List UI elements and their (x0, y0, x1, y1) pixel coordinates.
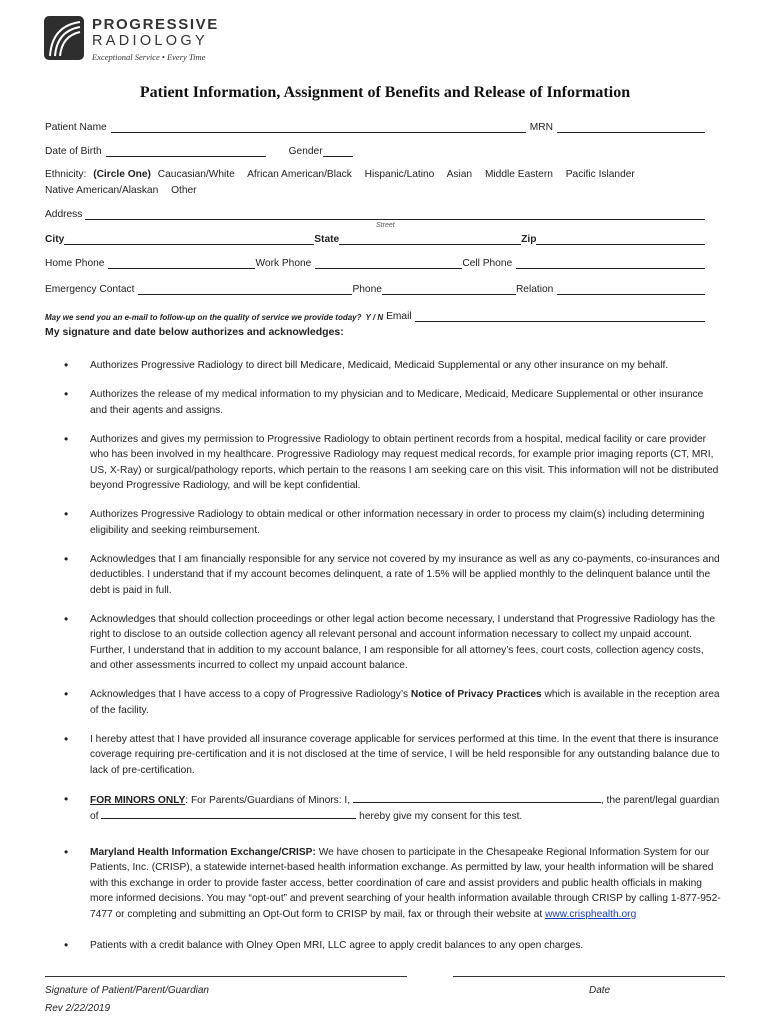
ethnicity-option[interactable]: African American/Black (247, 169, 352, 180)
ethnicity-option[interactable]: Caucasian/White (157, 169, 235, 180)
bullet-text: hereby give my consent for this test. (356, 811, 523, 822)
street-caption: Street (376, 222, 395, 229)
list-item (60, 432, 722, 494)
patient-name-field[interactable] (111, 121, 526, 133)
bullet-text: : For Parents/Guardians of Minors: I, (185, 794, 353, 806)
ethnicity-label: Ethnicity: (45, 169, 87, 180)
bullet-text: Acknowledges that I am financially responsible for any service not covered by my insurance as well as any co-payments, co-insurances and deductibles. I understand that if my account becomes delinquent, a rate of 1.5% will be applied monthly to the delinquent balance until the debt is paid in full. (90, 553, 720, 596)
relation-field[interactable] (557, 283, 705, 295)
bullet-text: We have chosen to participate in the Chesapeake Regional Information System for our Patients, Inc. (CRISP), a statewide internet-based health information exchange. As permitted by law, your health information will be shared with this exchange in order to provide faster access, better coordination of care and assist providers and public health officials in making more informed decisions. You may “opt-out” and prevent searching of your health information available through CRISP by calling 1-877-952-7477 or completing and submitting an Opt-Out form to CRISP by mail, fax or through their website at (90, 846, 721, 920)
dob-field[interactable] (106, 145, 266, 157)
dob-row (45, 145, 375, 157)
cell-phone-label: Cell Phone (462, 258, 513, 269)
page-title: Patient Information, Assignment of Benefits and Release of Information (139, 84, 631, 101)
emergency-contact-label: Emergency Contact (45, 284, 135, 295)
logo-mark-icon (44, 16, 84, 60)
crisp-website-link[interactable]: www.crisphealth.org (545, 908, 637, 920)
work-phone-field[interactable] (315, 257, 462, 269)
work-phone-label: Work Phone (255, 258, 312, 269)
list-item (60, 938, 722, 954)
emergency-contact-field[interactable] (138, 283, 352, 295)
bullet-text: , the parent/legal guardian of (90, 794, 720, 822)
bullet-text: Patients with a credit balance with Olney Open MRI, LLC agree to apply credit balances to any open charges. (90, 940, 584, 951)
bullet-text: Authorizes the release of my medical information to my physician and to Medicare, Medicaid, Medicare Supplemental or other insurance and their agents and assigns. (90, 389, 704, 416)
bullet-text: Authorizes and gives my permission to Progressive Radiology to obtain pertinent records from a hospital, medical facility or care provider who has been involved in my healthcare. Progressive Radiology may request medical records, for example prior imaging reports (CT, MRI, US, X-Ray) or surgical/pathology reports, which pertain to the reasons I am seeking care on this visit. This information will not be distributed beyond Progressive Radiology, and will be kept confidential. (90, 433, 719, 491)
logo-tagline: Exceptional Service • Every Time (92, 52, 206, 62)
home-phone-field[interactable] (108, 257, 255, 269)
ethnicity-option[interactable]: Pacific Islander (565, 169, 635, 180)
bullet-text: Authorizes Progressive Radiology to direct bill Medicare, Medicaid, Medicaid Supplemental or any other insurance on my behalf. (90, 360, 669, 371)
bullet-text: which is available in the reception area of the facility. (90, 689, 720, 716)
zip-field[interactable] (536, 233, 705, 245)
bullet-text: Acknowledges that should collection proceedings or other legal action become necessary, I understand that Progressive Radiology has the right to disclose to an outside collection agency all relevant personal and account information necessary to collect my unpaid account. Further, I understand that in addition to my account balance, I am responsible for all attorney’s fees, court costs, collection agency costs, and other assessments incurred to collect my unpaid account balance. (90, 613, 716, 671)
emergency-row (45, 283, 705, 295)
bullet-text: Acknowledges that I have access to a copy of Progressive Radiology’s (90, 689, 411, 700)
city-row (45, 233, 705, 245)
cell-phone-field[interactable] (516, 257, 705, 269)
signature-label: Signature of Patient/Parent/Guardian (45, 985, 209, 996)
signature-heading: My signature and date below authorizes and acknowledges: (45, 326, 344, 338)
home-phone-label: Home Phone (45, 258, 105, 269)
guardian-name-field[interactable] (353, 792, 601, 803)
ethnicity-option[interactable]: Other (171, 185, 197, 196)
logo-word-1: PROGRESSIVE (92, 16, 219, 33)
zip-label: Zip (521, 234, 537, 245)
acknowledgement-list (60, 358, 722, 967)
list-item (60, 732, 722, 779)
mrn-field[interactable] (557, 121, 705, 133)
minors-heading: FOR MINORS ONLY (90, 794, 186, 806)
address-row (45, 208, 705, 220)
list-item (60, 507, 722, 538)
gender-field[interactable] (323, 145, 353, 157)
minor-name-field[interactable] (101, 808, 356, 819)
ethnicity-section (45, 167, 725, 199)
list-item (60, 687, 722, 718)
state-label: State (314, 234, 340, 245)
list-item (60, 612, 722, 674)
date-field[interactable] (453, 976, 725, 977)
email-question: May we send you an e-mail to follow-up on the quality of service we provide today? (45, 313, 362, 322)
ethnicity-option[interactable]: Asian (446, 169, 473, 180)
list-item (60, 792, 722, 825)
patient-name-row (45, 121, 705, 133)
privacy-notice-text: Notice of Privacy Practices (410, 689, 542, 700)
emergency-phone-field[interactable] (382, 283, 516, 295)
phone-row (45, 257, 705, 269)
list-item (60, 387, 722, 418)
bullet-text: Authorizes Progressive Radiology to obtain medical or other information necessary in order to process my claim(s) including determining eligibility and seeking reimbursement. (90, 509, 705, 536)
phone-label: Phone (352, 284, 382, 295)
state-field[interactable] (339, 233, 521, 245)
email-yn-choice[interactable]: Y / N (365, 313, 384, 322)
list-item (60, 845, 722, 923)
email-row (45, 310, 705, 322)
mrn-label: MRN (529, 122, 553, 133)
ethnicity-option[interactable]: Hispanic/Latino (364, 169, 435, 180)
relation-label: Relation (515, 284, 554, 295)
ethnicity-option[interactable]: Native American/Alaskan (45, 185, 159, 196)
ethnicity-option[interactable]: Middle Eastern (484, 169, 553, 180)
date-label: Date (589, 985, 611, 996)
list-item (60, 552, 722, 599)
address-label: Address (45, 209, 83, 220)
revision-label: Rev 2/22/2019 (45, 1003, 111, 1014)
list-item (60, 358, 722, 374)
email-label: Email (386, 311, 412, 322)
patient-name-label: Patient Name (45, 122, 107, 133)
signature-field[interactable] (45, 976, 407, 977)
company-logo (44, 14, 224, 66)
crisp-heading: Maryland Health Information Exchange/CRISP: (90, 846, 316, 858)
logo-word-2: RADIOLOGY (92, 33, 208, 49)
address-field[interactable] (85, 208, 705, 220)
city-label: City (45, 234, 65, 245)
gender-label: Gender (288, 146, 323, 157)
email-field[interactable] (415, 310, 705, 322)
dob-label: Date of Birth (45, 146, 102, 157)
bullet-text: I hereby attest that I have provided all insurance coverage applicable for services performed at this time. In the event that there is insurance coverage requiring pre-certification and it is not disclosed at the time of service, I will be held responsible for any outstanding balance due to lack of pre-certification. (90, 733, 720, 776)
circle-one-label: (Circle One) (93, 169, 151, 180)
city-field[interactable] (64, 233, 314, 245)
